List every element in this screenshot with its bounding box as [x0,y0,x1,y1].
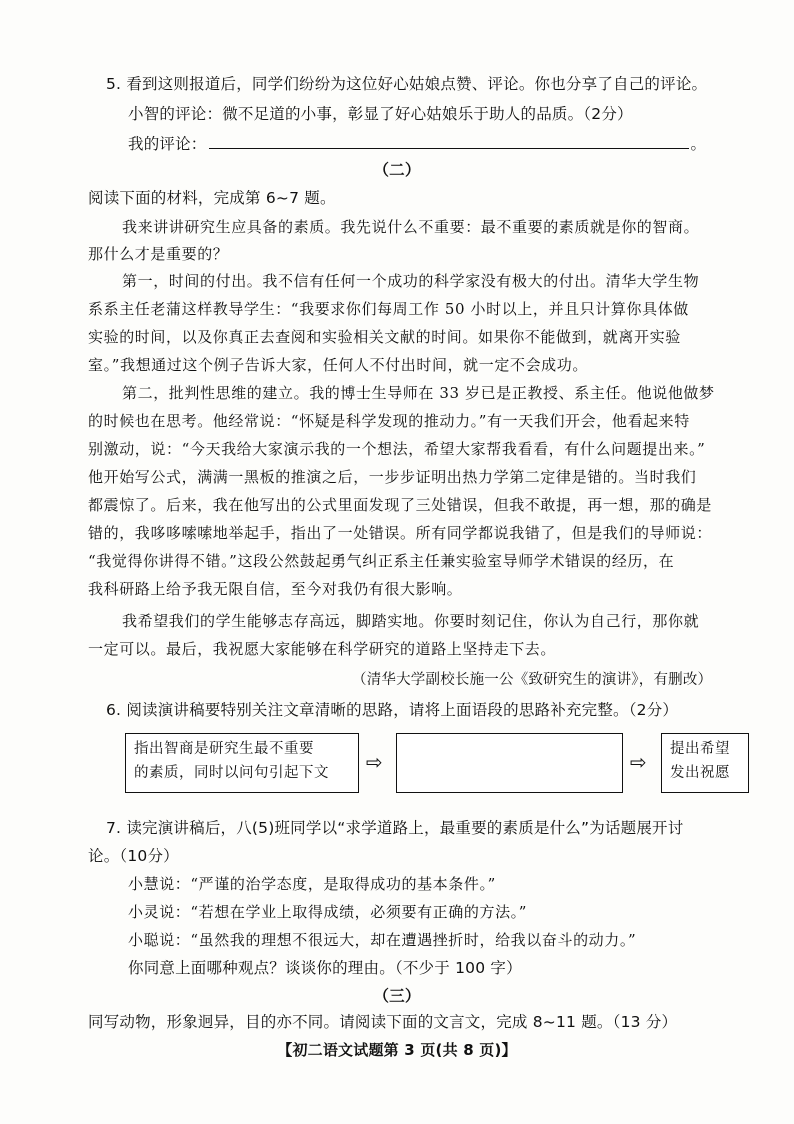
passage-line: 我来讲讲研究生应具备的素质。我先说什么不重要：最不重要的素质就是你的智商。 [122,218,700,236]
section3-heading: （三） [373,987,421,1005]
flow-box-intro [125,733,359,793]
q5-answer-blank[interactable] [209,134,689,149]
q7-question-line1: 7. 读完演讲稿后，八(5)班同学以“求学道路上，最重要的素质是什么”为话题展开讨 [106,819,684,837]
q7-opinion-1: 小慧说：“严谨的治学态度，是取得成功的基本条件。” [128,875,496,893]
passage-line: “我觉得你讲得不错。”这段公然鼓起勇气纠正系主任兼实验室导师学术错误的经历，在 [88,552,675,570]
q7-prompt: 你同意上面哪种观点？谈谈你的理由。（不少于 100 字） [128,959,522,977]
passage-line: 错的，我哆哆嗦嗦地举起手，指出了一处错误。所有同学都说我错了，但是我们的导师说： [88,524,713,542]
passage-line: 第二，批判性思维的建立。我的博士生导师在 33 岁已是正教授、系主任。他说他做梦 [122,384,715,402]
q7-question-line2: 论。（10分） [88,847,179,865]
section3-instruction: 同写动物，形象迥异，目的亦不同。请阅读下面的文言文，完成 8~11 题。（13 分） [88,1013,678,1031]
q5-example: 小智的评论：微不足道的小事，彰显了好心姑娘乐于助人的品质。（2分） [128,105,633,123]
q5-answer-row [128,134,706,154]
passage-line: 他开始写公式，满满一黑板的推演之后，一步步证明出热力学第二定律是错的。当时我们 [88,468,697,486]
passage-line: 系系主任老蒲这样教导学生：“我要求你们每周工作 50 小时以上，并且只计算你具体做 [88,300,689,318]
flow-box-answer-blank[interactable] [396,733,623,793]
passage-line: 我科研路上给予我无限自信，至今对我仍有很大影响。 [88,580,463,598]
q7-opinion-2: 小灵说：“若想在学业上取得成绩，必须要有正确的方法。” [128,903,528,921]
passage-line: 都震惊了。后来，我在他写出的公式里面发现了三处错误，但我不敢提，再一想，那的确是 [88,496,713,514]
passage-line: 我希望我们的学生能够志存高远，脚踏实地。你要时刻记住，你认为自己行，那你就 [122,612,700,630]
q5-question: 5. 看到这则报道后，同学们纷纷为这位好心姑娘点赞、评论。你也分享了自己的评论。 [106,75,708,93]
flow-box-intro-line2: 的素质，同时以问句引起下文 [134,765,329,781]
passage-line: 那什么才是重要的？ [88,245,229,263]
section2-heading: （二） [373,161,421,179]
flow-box-conclusion-line1: 提出希望 [670,741,730,757]
q5-my-label: 我的评论： [128,135,207,153]
q7-opinion-3: 小聪说：“虽然我的理想不很远大，却在遭遇挫折时，给我以奋斗的动力。” [128,931,637,949]
flow-box-intro-line1: 指出智商是研究生最不重要 [134,741,314,757]
passage-line: 实验的时间，以及你真正去查阅和实验相关文献的时间。如果你不能做到，就离开实验 [88,328,681,346]
flow-arrow-icon: ⇨ [366,750,383,774]
flow-arrow-icon: ⇨ [630,750,647,774]
passage-line: 别激动，说：“今天我给大家演示我的一个想法，希望大家帮我看看，有什么问题提出来。” [88,440,706,458]
q5-end-mark: 。 [690,135,707,153]
page-footer: 【初二语文试题第 3 页(共 8 页)】 [277,1041,517,1059]
passage-source: （清华大学副校长施一公《致研究生的演讲》，有删改） [352,672,713,688]
passage-line: 的时候也在思考。他经常说：“怀疑是科学发现的推动力。”有一天我们开会，他看起来特 [88,412,690,430]
flow-box-conclusion [661,733,749,793]
section2-instruction: 阅读下面的材料，完成第 6~7 题。 [88,189,336,207]
passage-line: 第一，时间的付出。我不信有任何一个成功的科学家没有极大的付出。清华大学生物 [122,272,700,290]
flow-box-conclusion-line2: 发出祝愿 [670,765,730,781]
q6-question: 6. 阅读演讲稿要特别关注文章清晰的思路，请将上面语段的思路补充完整。（2分） [106,701,679,719]
passage-line: 室。”我想通过这个例子告诉大家，任何人不付出时间，就一定不会成功。 [88,356,588,374]
passage-line: 一定可以。最后，我祝愿大家能够在科学研究的道路上坚持走下去。 [88,640,557,658]
